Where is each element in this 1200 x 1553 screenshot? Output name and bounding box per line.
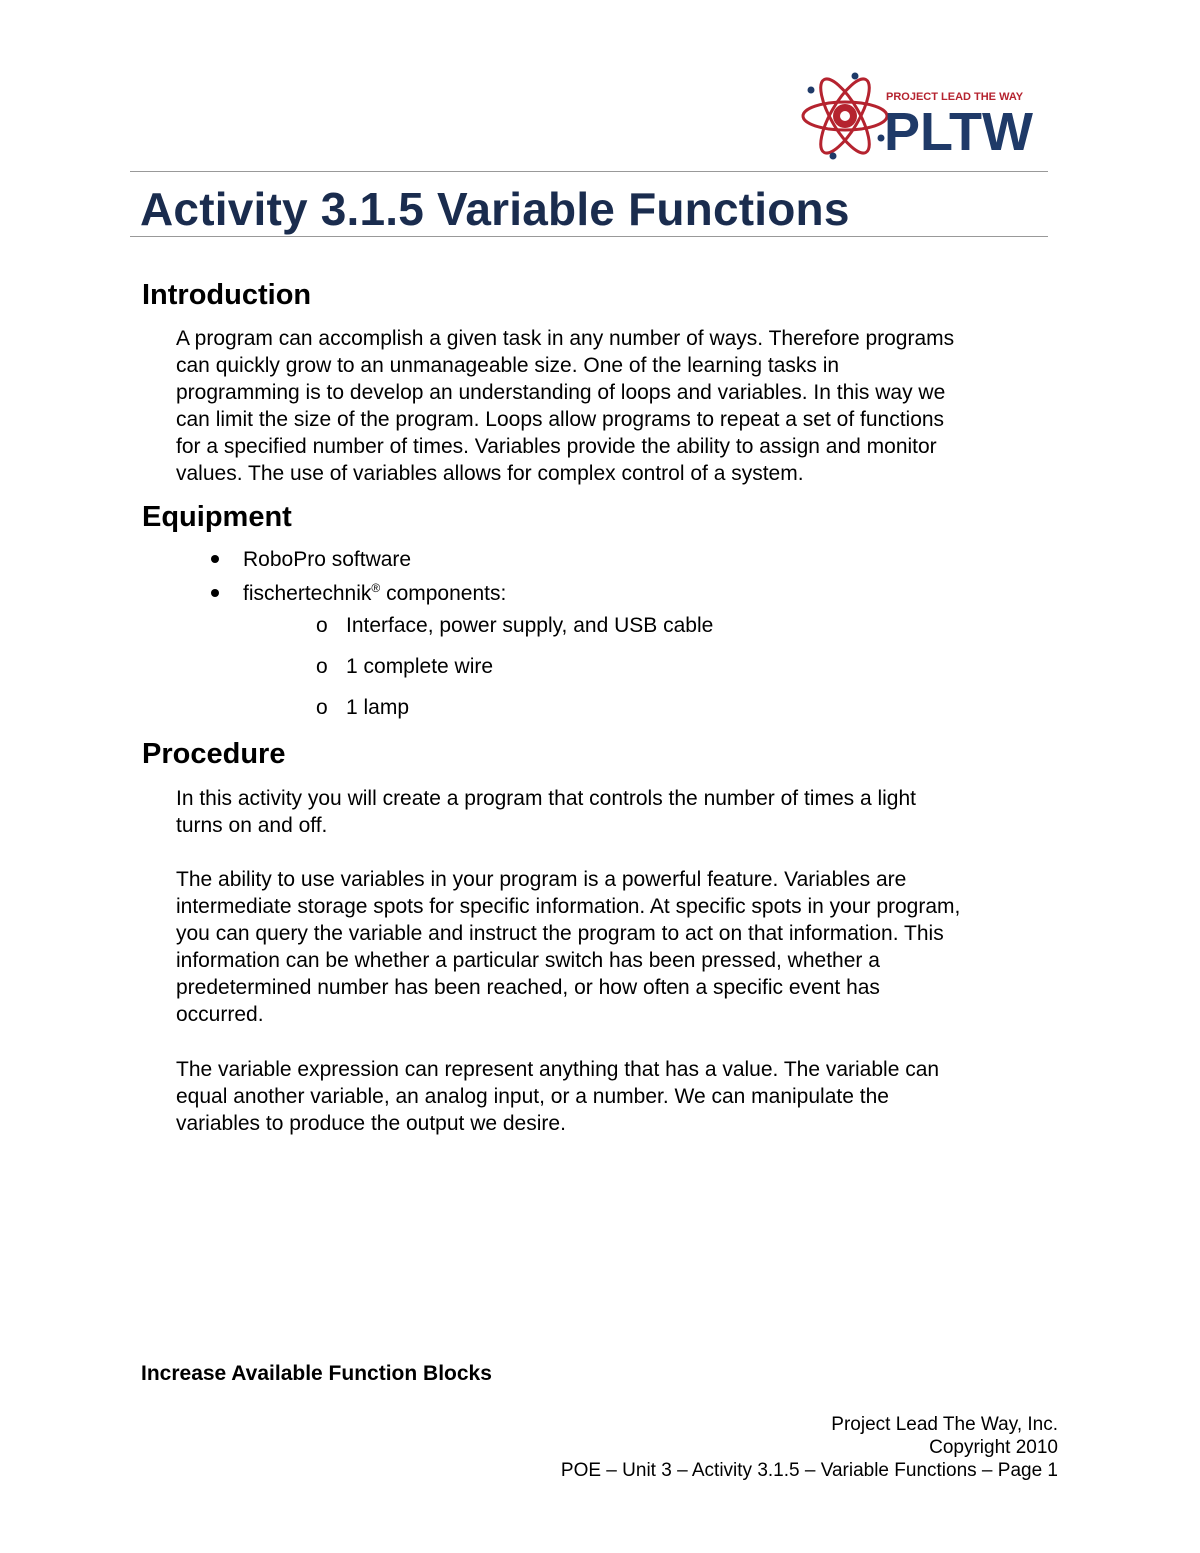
- text-line: In this activity you will create a program that controls the number of times a light: [176, 787, 916, 810]
- procedure-heading: Procedure: [142, 738, 286, 770]
- text-line: variables to produce the output we desire.: [176, 1112, 566, 1135]
- text-line: The variable expression can represent anything that has a value. The variable can: [176, 1058, 940, 1081]
- page-footer: [561, 1413, 1058, 1482]
- text-line: predetermined number has been reached, or how often a specific event has: [176, 976, 880, 999]
- footer-organization: Project Lead The Way, Inc.: [831, 1414, 1058, 1435]
- introduction-paragraph: [176, 325, 1061, 487]
- bullet-icon: [211, 589, 219, 597]
- page-title: Activity 3.1.5 Variable Functions: [140, 183, 850, 235]
- registered-mark: ®: [371, 581, 381, 595]
- text-line: occurred.: [176, 1003, 264, 1026]
- atom-icon: [803, 73, 887, 160]
- header-rule-bottom: [130, 236, 1048, 237]
- header-rule-top: [130, 171, 1048, 172]
- procedure-paragraph-3: [176, 1056, 1061, 1137]
- equipment-item: fischertechnik® components:: [211, 581, 506, 606]
- text-line: The ability to use variables in your program is a powerful feature. Variables are: [176, 868, 907, 891]
- procedure-paragraph-1: [176, 785, 1061, 839]
- footer-copyright: Copyright 2010: [929, 1437, 1058, 1458]
- footer-page-info: POE – Unit 3 – Activity 3.1.5 – Variable Functions – Page 1: [560, 1460, 1058, 1481]
- text-line: equal another variable, an analog input, or a number. We can manipulate the: [176, 1085, 889, 1108]
- logo-tagline: PROJECT LEAD THE WAY: [886, 91, 1024, 103]
- sub-bullet-icon: o: [316, 696, 328, 719]
- text-line: turns on and off.: [176, 814, 328, 837]
- text-line: A program can accomplish a given task in any number of ways. Therefore programs: [176, 327, 955, 350]
- text-line: information can be whether a particular switch has been pressed, whether a: [176, 949, 880, 972]
- bullet-icon: [211, 555, 219, 563]
- text-line: can quickly grow to an unmanageable size. One of the learning tasks in: [176, 354, 840, 377]
- pltw-logo: [800, 70, 1062, 162]
- text-line: values. The use of variables allows for complex control of a system.: [176, 462, 804, 485]
- text-line: intermediate storage spots for specific information. At specific spots in your program,: [176, 895, 961, 918]
- sub-bullet-icon: o: [316, 614, 328, 637]
- sub-bullet-icon: o: [316, 655, 328, 678]
- equipment-item: RoboPro software: [211, 548, 411, 572]
- logo-wordmark: PLTW: [884, 102, 1033, 162]
- text-line: for a specified number of times. Variables provide the ability to assign and monitor: [176, 435, 937, 458]
- equipment-subitem: o 1 complete wire: [316, 655, 494, 678]
- equipment-subitem: o Interface, power supply, and USB cable: [316, 614, 714, 637]
- introduction-heading: Introduction: [142, 279, 312, 311]
- section-subheading: Increase Available Function Blocks: [141, 1362, 492, 1385]
- procedure-paragraph-2: [176, 866, 1061, 1028]
- text-line: programming is to develop an understanding of loops and variables. In this way we: [176, 381, 946, 404]
- text-line: you can query the variable and instruct the program to act on that information. This: [176, 922, 944, 945]
- text-line: can limit the size of the program. Loops allow programs to repeat a set of functions: [176, 408, 945, 431]
- equipment-subitem: o 1 lamp: [316, 696, 410, 719]
- equipment-heading: Equipment: [142, 501, 292, 533]
